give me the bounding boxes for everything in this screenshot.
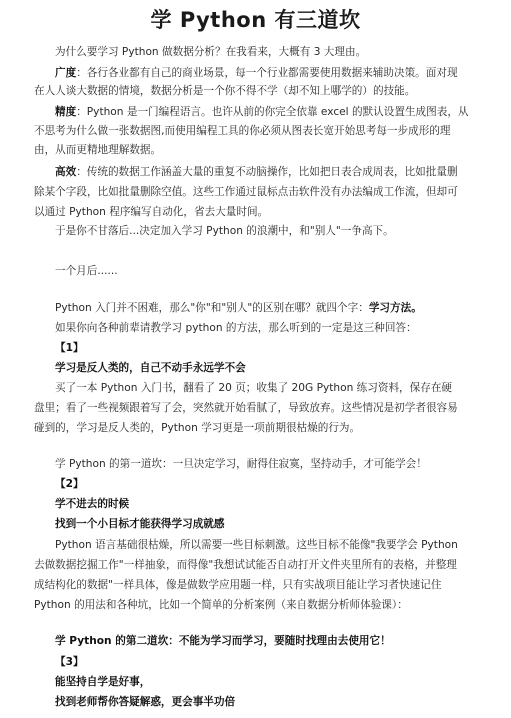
section-1-heading: 学习是反人类的，自己不动手永远学不会 [55, 362, 246, 374]
section-1-line-2: 盘里；看了一些视频跟着写了会，突然就开始看腻了，导致放弃。这些情况是初学者很容易 [34, 402, 458, 414]
section-3-number: 【3】 [55, 656, 84, 668]
method-bold: 学习方法。 [368, 302, 422, 314]
section-1-line-1: 买了一本 Python 入门书，翻看了 20 页；收集了 20G Python 练习资料，保存在硬 [55, 382, 453, 394]
section-2-number: 【2】 [55, 478, 84, 490]
precision-label: 精度 [55, 106, 77, 118]
precision-text: ：Python 是一门编程语言。也许从前的你完全依靠 excel 的默认设置生成图表，从 [76, 106, 469, 118]
section-1-line-3: 碰到的，学习是反人类的，Python 学习更是一项前期很枯燥的行为。 [34, 422, 361, 434]
breadth-label: 广度 [55, 67, 77, 79]
section-2-summary: 学 Python 的第二道坎：不能为学习而学习，要随时找理由去使用它！ [55, 635, 391, 647]
breadth-line-1 [55, 66, 480, 80]
section-2-line-2: 去做数据挖掘工作"一样抽象，而得像"我想试试能否自动打开文件夹里所有的表格，并整理 [34, 559, 457, 571]
section-1-number: 【1】 [55, 342, 84, 354]
section-3-heading-1: 能坚持自学是好事， [55, 676, 151, 688]
precision-line-3: 由，从而更精地理解数据。 [34, 144, 162, 156]
method-text: Python 入门并不困难，那么"你"和"别人"的区别在哪？就四个字： [55, 302, 369, 314]
document-title: 学 Python 有三道坎 [150, 8, 361, 32]
breadth-text: ：各行各业都有自己的商业场景，每一个行业都需要使用数据来辅助决策。面对现 [76, 67, 458, 79]
section-3-heading-2: 找到老师帮你答疑解惑，更会事半功倍 [55, 696, 236, 708]
ask-paragraph: 如果你向各种前辈请教学习 python 的方法，那么听到的一定是这三种回答： [55, 322, 417, 334]
section-2-heading-1: 学不进去的时候 [55, 498, 130, 510]
section-2-heading-2: 找到一个小目标才能获得学习成就感 [55, 518, 225, 530]
breadth-line-2: 在人人谈大数据的情境，数据分析是一个你不得不学（却不知上哪学的）的技能。 [34, 85, 416, 97]
section-2-line-4: Python 的用法和各种坑，比如一个简单的分析案例（来自数据分析师体验课）： [34, 599, 408, 611]
efficiency-line-2: 除某个字段，比如批量删除空值。这些工作通过鼠标点击软件没有办法编成工作流，但却可 [34, 186, 458, 198]
section-2-line-3: 成结构化的数据"一样具体，像是做数学应用题一样，只有实战项目能让学习者快速记住 [34, 579, 442, 591]
efficiency-line-1 [55, 165, 480, 179]
intro-paragraph: 为什么要学习 Python 做数据分析？在我看来，大概有 3 大理由。 [55, 46, 367, 58]
precision-line-1 [55, 105, 480, 119]
method-paragraph [55, 301, 480, 315]
efficiency-line-3: 以通过 Python 程序编写自动化，省去大量时间。 [34, 206, 269, 218]
section-2-line-1: Python 语言基础很枯燥，所以需要一些目标刺激。这些目标不能像"我要学会 Python [55, 539, 458, 551]
section-1-summary: 学 Python 的第一道坎：一旦决定学习，耐得住寂寞，坚持动手，才可能学会！ [55, 458, 427, 470]
efficiency-label: 高效 [55, 166, 77, 178]
month-later-text: 一个月后...... [55, 265, 118, 277]
decision-paragraph: 于是你不甘落后...决定加入学习 Python 的浪潮中，和"别人"一争高下。 [55, 225, 394, 237]
precision-line-2: 不思考为什么做一张数据图,而使用编程工具的你必须从图表长宽开始思考每一步成形的理 [34, 125, 451, 137]
efficiency-text: ：传统的数据工作涵盖大量的重复不动脑操作，比如把日表合成周表，比如批量删 [76, 166, 458, 178]
